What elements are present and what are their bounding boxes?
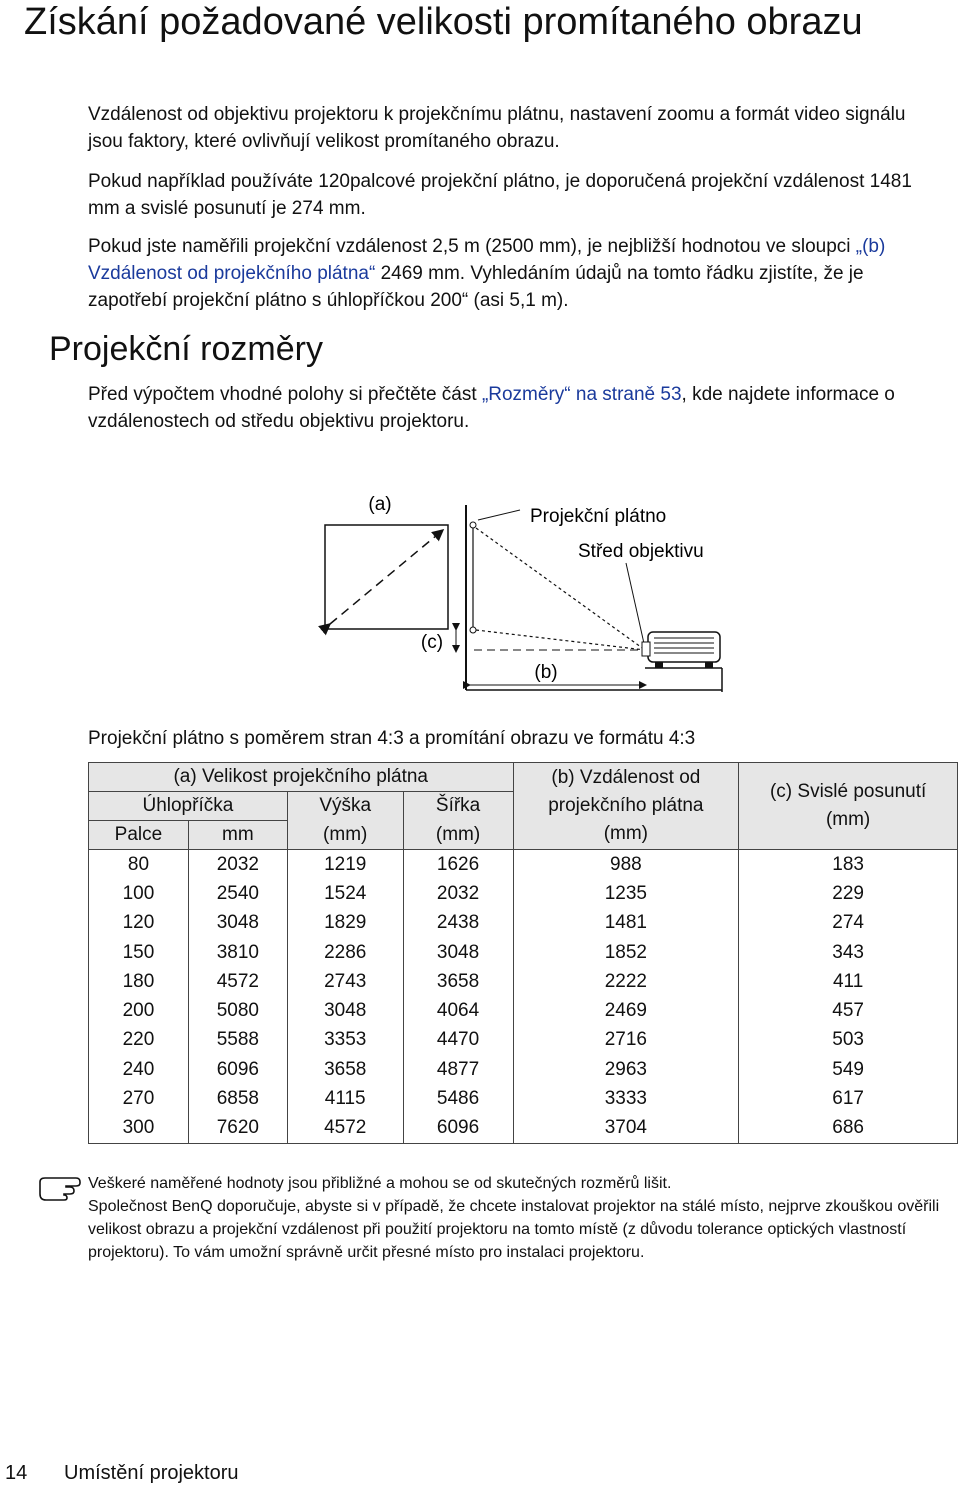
header-vertical-offset (739, 763, 958, 850)
table-cell: 4064 (403, 996, 513, 1025)
diagonal-arrow (330, 530, 443, 624)
header-height-unit: (mm) (287, 821, 403, 850)
table-cell: 3658 (403, 967, 513, 996)
table-cell: 4115 (287, 1084, 403, 1113)
table-cell: 80 (89, 850, 189, 880)
header-distance (513, 763, 739, 850)
table-cell: 686 (739, 1114, 958, 1144)
lower-ray (476, 630, 645, 650)
table-cell: 1829 (287, 909, 403, 938)
table-row (89, 850, 958, 880)
table-cell: 200 (89, 996, 189, 1025)
label-screen: Projekční plátno (530, 506, 667, 527)
table-cell: 2438 (403, 909, 513, 938)
column-b-link[interactable]: „(b) Vzdálenost od projekčního plátna“ (88, 236, 886, 284)
label-c: (c) (420, 632, 444, 653)
table-cell: 1852 (513, 938, 739, 967)
table-cell: 4572 (188, 967, 287, 996)
table-cell: 150 (89, 938, 189, 967)
projection-table (88, 762, 958, 1144)
header-height: Výška (287, 792, 403, 821)
table-cell: 2743 (287, 967, 403, 996)
note-hand-icon (36, 1172, 82, 1202)
table-row (89, 967, 958, 996)
table-row (89, 996, 958, 1025)
lens-leader-line (626, 563, 645, 648)
table-cell: 180 (89, 967, 189, 996)
table-cell: 183 (739, 850, 958, 880)
table-cell: 220 (89, 1026, 189, 1055)
table-row (89, 938, 958, 967)
table-cell: 6096 (188, 1055, 287, 1084)
header-mm: mm (188, 821, 287, 850)
table-cell: 5486 (403, 1084, 513, 1113)
table-cell: 6858 (188, 1084, 287, 1113)
table-cell: 503 (739, 1026, 958, 1055)
table-cell: 3333 (513, 1084, 739, 1113)
note-line-1: Veškeré naměřené hodnoty jsou přibližné a mohou se od skutečných rozměrů lišit. (88, 1175, 672, 1192)
note-block (88, 1172, 958, 1264)
table-row (89, 1084, 958, 1113)
table-cell: 240 (89, 1055, 189, 1084)
header-distance-line3: (mm) (603, 823, 649, 844)
header-screen-size: (a) Velikost projekčního plátna (89, 763, 514, 792)
table-row (89, 909, 958, 938)
table-cell: 2716 (513, 1026, 739, 1055)
table-cell: 2032 (403, 879, 513, 908)
header-diagonal: Úhlopříčka (89, 792, 288, 821)
table-cell: 5588 (188, 1026, 287, 1055)
footer-section: Umístění projektoru (64, 1462, 239, 1484)
projection-diagram (0, 480, 960, 705)
table-cell: 300 (89, 1114, 189, 1144)
label-a: (a) (368, 494, 392, 515)
table-cell: 3048 (188, 909, 287, 938)
page-title: Získání požadované velikosti promítaného obrazu (24, 1, 863, 43)
projector-illustration (642, 632, 720, 668)
table-cell: 4877 (403, 1055, 513, 1084)
page-number: 14 (5, 1462, 28, 1484)
section-paragraph (88, 381, 928, 435)
table-cell: 4470 (403, 1026, 513, 1055)
table-cell: 1219 (287, 850, 403, 880)
section-text-a: Před výpočtem vhodné polohy si přečtěte část (88, 384, 482, 405)
table-row (89, 1026, 958, 1055)
table-cell: 457 (739, 996, 958, 1025)
header-distance-line1: (b) Vzdálenost od (551, 767, 701, 788)
intro-paragraph-1: Vzdálenost od objektivu projektoru k projekčnímu plátnu, nastavení zoomu a formát video signálu jsou faktory, které ovlivňují velikost promítaného obrazu. (88, 104, 906, 152)
table-cell: 6096 (403, 1114, 513, 1144)
table-cell: 3048 (287, 996, 403, 1025)
table-cell: 5080 (188, 996, 287, 1025)
header-distance-line2: projekčního plátna (548, 795, 704, 816)
table-cell: 2032 (188, 850, 287, 880)
table-cell: 3658 (287, 1055, 403, 1084)
table-cell: 2286 (287, 938, 403, 967)
table-cell: 2469 (513, 996, 739, 1025)
table-cell: 1235 (513, 879, 739, 908)
table-row (89, 1055, 958, 1084)
header-width: Šířka (403, 792, 513, 821)
table-cell: 3704 (513, 1114, 739, 1144)
intro-p3-text-b: 2469 mm. Vyhledáním údajů na tomto řádku zjistíte, že je zapotřebí projekční plátno s úhlopříčkou 200“ (asi 5,1 m). (88, 263, 864, 311)
table-cell: 343 (739, 938, 958, 967)
table-cell: 1524 (287, 879, 403, 908)
table-cell: 7620 (188, 1114, 287, 1144)
table-cell: 3048 (403, 938, 513, 967)
table-caption: Projekční plátno s poměrem stran 4:3 a promítání obrazu ve formátu 4:3 (88, 728, 696, 749)
table-cell: 411 (739, 967, 958, 996)
table-cell: 3353 (287, 1026, 403, 1055)
intro-p3-text-a: Pokud jste naměřili projekční vzdálenost 2,5 m (2500 mm), je nejbližší hodnotou ve sloupci (88, 236, 856, 257)
section-heading: Projekční rozměry (49, 330, 323, 368)
intro-paragraph-3 (88, 233, 928, 314)
screen-bottom-marker (470, 627, 476, 633)
screen-top-marker (470, 522, 476, 528)
table-cell: 274 (739, 909, 958, 938)
note-line-2: Společnost BenQ doporučuje, abyste si v případě, že chcete instalovat projektor na stálé místo, nejprve zkouškou ověřili velikost obrazu a projekční vzdálenost při použití projektoru na tomto místě (z důvodu tolerance optických vlastností projektoru). To vám umožní správně určit přesné místo pro instalaci projektoru. (88, 1198, 940, 1261)
table-cell: 270 (89, 1084, 189, 1113)
header-width-unit: (mm) (403, 821, 513, 850)
table-row (89, 1114, 958, 1144)
table-cell: 549 (739, 1055, 958, 1084)
table-cell: 4572 (287, 1114, 403, 1144)
table-cell: 2963 (513, 1055, 739, 1084)
table-cell: 1626 (403, 850, 513, 880)
dimensions-link[interactable]: „Rozměry“ na straně 53 (481, 384, 682, 405)
header-inches: Palce (89, 821, 189, 850)
intro-paragraph-2: Pokud například používáte 120palcové projekční plátno, je doporučená projekční vzdálenost 1481 mm a svislé posunutí je 274 mm. (88, 171, 912, 219)
table-cell: 120 (89, 909, 189, 938)
table-cell: 100 (89, 879, 189, 908)
label-b: (b) (534, 662, 558, 683)
label-lens-center: Střed objektivu (578, 541, 704, 562)
table-cell: 2222 (513, 967, 739, 996)
table-cell: 3810 (188, 938, 287, 967)
table-cell: 1481 (513, 909, 739, 938)
header-offset-line1: (c) Svislé posunutí (769, 781, 927, 802)
table-cell: 229 (739, 879, 958, 908)
table-cell: 988 (513, 850, 739, 880)
table-cell: 617 (739, 1084, 958, 1113)
header-offset-line2: (mm) (825, 809, 871, 830)
table-cell: 2540 (188, 879, 287, 908)
table-row (89, 879, 958, 908)
section-text-b: , kde najdete informace o vzdálenostech od středu objektivu projektoru. (88, 384, 895, 432)
screen-leader-line (478, 510, 520, 520)
